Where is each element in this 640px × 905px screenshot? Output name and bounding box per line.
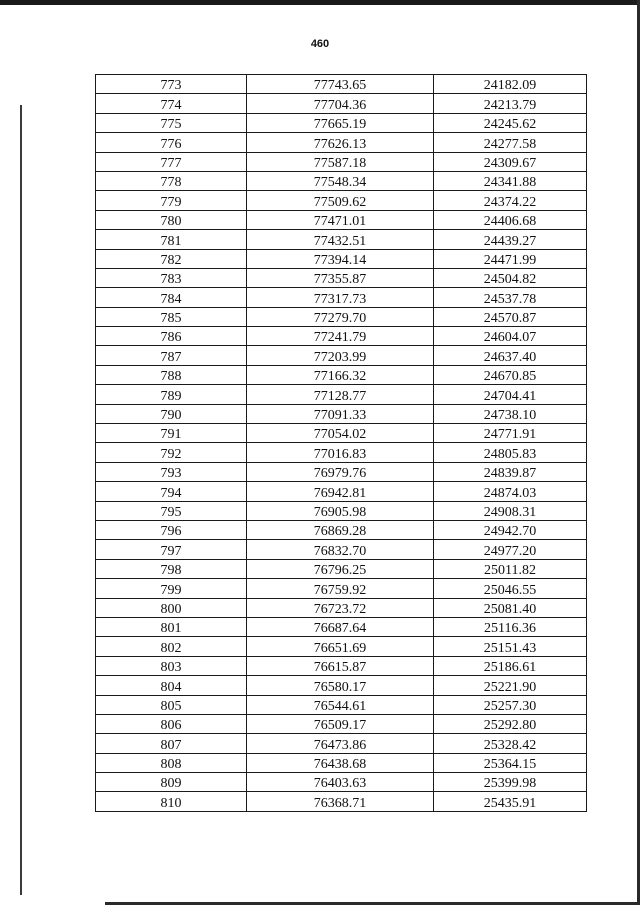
second-value-cell: 24771.91: [434, 424, 587, 443]
first-value-cell: 77355.87: [247, 268, 434, 287]
second-value-cell: 24277.58: [434, 133, 587, 152]
table-row: [96, 288, 587, 307]
row-index-cell: 805: [96, 695, 247, 714]
table-row: [96, 191, 587, 210]
second-value-cell: 25151.43: [434, 637, 587, 656]
first-value-cell: 76544.61: [247, 695, 434, 714]
second-value-cell: 25046.55: [434, 579, 587, 598]
table-row: [96, 443, 587, 462]
second-value-cell: 24374.22: [434, 191, 587, 210]
row-index-cell: 807: [96, 734, 247, 753]
row-index-cell: 783: [96, 268, 247, 287]
first-value-cell: 76869.28: [247, 520, 434, 539]
row-index-cell: 791: [96, 424, 247, 443]
scan-edge-top: [0, 0, 640, 5]
second-value-cell: 24341.88: [434, 171, 587, 190]
first-value-cell: 77626.13: [247, 133, 434, 152]
second-value-cell: 24637.40: [434, 346, 587, 365]
first-value-cell: 77548.34: [247, 171, 434, 190]
table-row: [96, 404, 587, 423]
table-row: [96, 734, 587, 753]
first-value-cell: 77587.18: [247, 152, 434, 171]
row-index-cell: 803: [96, 656, 247, 675]
row-index-cell: 779: [96, 191, 247, 210]
row-index-cell: 774: [96, 94, 247, 113]
table-row: [96, 385, 587, 404]
first-value-cell: 76796.25: [247, 559, 434, 578]
second-value-cell: 24604.07: [434, 327, 587, 346]
first-value-cell: 77016.83: [247, 443, 434, 462]
row-index-cell: 784: [96, 288, 247, 307]
second-value-cell: 24471.99: [434, 249, 587, 268]
first-value-cell: 76651.69: [247, 637, 434, 656]
page-number: 460: [310, 38, 330, 50]
table-row: [96, 792, 587, 811]
second-value-cell: 24908.31: [434, 501, 587, 520]
first-value-cell: 77054.02: [247, 424, 434, 443]
table-row: [96, 365, 587, 384]
second-value-cell: 25221.90: [434, 676, 587, 695]
table-row: [96, 676, 587, 695]
first-value-cell: 77394.14: [247, 249, 434, 268]
first-value-cell: 77241.79: [247, 327, 434, 346]
table-row: [96, 482, 587, 501]
first-value-cell: 76615.87: [247, 656, 434, 675]
second-value-cell: 25292.80: [434, 714, 587, 733]
table-row: [96, 579, 587, 598]
first-value-cell: 77509.62: [247, 191, 434, 210]
table-row: [96, 171, 587, 190]
second-value-cell: 24309.67: [434, 152, 587, 171]
first-value-cell: 76403.63: [247, 773, 434, 792]
row-index-cell: 795: [96, 501, 247, 520]
second-value-cell: 24874.03: [434, 482, 587, 501]
first-value-cell: 76438.68: [247, 753, 434, 772]
table-row: [96, 462, 587, 481]
second-value-cell: 25364.15: [434, 753, 587, 772]
first-value-cell: 76942.81: [247, 482, 434, 501]
table-row: [96, 637, 587, 656]
row-index-cell: 777: [96, 152, 247, 171]
first-value-cell: 77203.99: [247, 346, 434, 365]
row-index-cell: 796: [96, 520, 247, 539]
scan-edge-left: [20, 105, 22, 895]
row-index-cell: 801: [96, 617, 247, 636]
first-value-cell: 77665.19: [247, 113, 434, 132]
second-value-cell: 24738.10: [434, 404, 587, 423]
first-value-cell: 77091.33: [247, 404, 434, 423]
table-row: [96, 695, 587, 714]
table-row: [96, 617, 587, 636]
second-value-cell: 25011.82: [434, 559, 587, 578]
first-value-cell: 76759.92: [247, 579, 434, 598]
table-row: [96, 598, 587, 617]
second-value-cell: 24245.62: [434, 113, 587, 132]
row-index-cell: 786: [96, 327, 247, 346]
first-value-cell: 77279.70: [247, 307, 434, 326]
table-row: [96, 346, 587, 365]
table-row: [96, 773, 587, 792]
row-index-cell: 808: [96, 753, 247, 772]
first-value-cell: 77166.32: [247, 365, 434, 384]
first-value-cell: 76509.17: [247, 714, 434, 733]
first-value-cell: 76580.17: [247, 676, 434, 695]
first-value-cell: 76687.64: [247, 617, 434, 636]
first-value-cell: 77743.65: [247, 75, 434, 94]
table-row: [96, 268, 587, 287]
row-index-cell: 788: [96, 365, 247, 384]
table-row: [96, 307, 587, 326]
second-value-cell: 25081.40: [434, 598, 587, 617]
row-index-cell: 802: [96, 637, 247, 656]
row-index-cell: 785: [96, 307, 247, 326]
row-index-cell: 810: [96, 792, 247, 811]
second-value-cell: 24977.20: [434, 540, 587, 559]
first-value-cell: 76905.98: [247, 501, 434, 520]
first-value-cell: 76368.71: [247, 792, 434, 811]
first-value-cell: 76979.76: [247, 462, 434, 481]
table-row: [96, 75, 587, 94]
row-index-cell: 782: [96, 249, 247, 268]
first-value-cell: 77471.01: [247, 210, 434, 229]
row-index-cell: 776: [96, 133, 247, 152]
second-value-cell: 24704.41: [434, 385, 587, 404]
second-value-cell: 24670.85: [434, 365, 587, 384]
table-row: [96, 714, 587, 733]
second-value-cell: 24570.87: [434, 307, 587, 326]
row-index-cell: 775: [96, 113, 247, 132]
table-row: [96, 540, 587, 559]
data-table: [95, 74, 587, 812]
second-value-cell: 24805.83: [434, 443, 587, 462]
table-row: [96, 249, 587, 268]
second-value-cell: 24439.27: [434, 230, 587, 249]
row-index-cell: 792: [96, 443, 247, 462]
second-value-cell: 24182.09: [434, 75, 587, 94]
row-index-cell: 790: [96, 404, 247, 423]
first-value-cell: 77128.77: [247, 385, 434, 404]
table-row: [96, 520, 587, 539]
second-value-cell: 24942.70: [434, 520, 587, 539]
second-value-cell: 25116.36: [434, 617, 587, 636]
second-value-cell: 25399.98: [434, 773, 587, 792]
table-row: [96, 133, 587, 152]
row-index-cell: 778: [96, 171, 247, 190]
table-row: [96, 94, 587, 113]
table-row: [96, 230, 587, 249]
row-index-cell: 799: [96, 579, 247, 598]
row-index-cell: 798: [96, 559, 247, 578]
first-value-cell: 76832.70: [247, 540, 434, 559]
row-index-cell: 781: [96, 230, 247, 249]
row-index-cell: 793: [96, 462, 247, 481]
second-value-cell: 24213.79: [434, 94, 587, 113]
table-row: [96, 424, 587, 443]
table-row: [96, 656, 587, 675]
row-index-cell: 780: [96, 210, 247, 229]
second-value-cell: 24839.87: [434, 462, 587, 481]
row-index-cell: 797: [96, 540, 247, 559]
row-index-cell: 789: [96, 385, 247, 404]
table-row: [96, 113, 587, 132]
second-value-cell: 24504.82: [434, 268, 587, 287]
second-value-cell: 25186.61: [434, 656, 587, 675]
row-index-cell: 806: [96, 714, 247, 733]
row-index-cell: 773: [96, 75, 247, 94]
row-index-cell: 804: [96, 676, 247, 695]
first-value-cell: 77317.73: [247, 288, 434, 307]
second-value-cell: 24406.68: [434, 210, 587, 229]
table-row: [96, 327, 587, 346]
first-value-cell: 76473.86: [247, 734, 434, 753]
second-value-cell: 25257.30: [434, 695, 587, 714]
second-value-cell: 24537.78: [434, 288, 587, 307]
table-row: [96, 753, 587, 772]
row-index-cell: 809: [96, 773, 247, 792]
row-index-cell: 800: [96, 598, 247, 617]
table-row: [96, 559, 587, 578]
row-index-cell: 787: [96, 346, 247, 365]
row-index-cell: 794: [96, 482, 247, 501]
second-value-cell: 25328.42: [434, 734, 587, 753]
first-value-cell: 77432.51: [247, 230, 434, 249]
table-row: [96, 152, 587, 171]
table-row: [96, 210, 587, 229]
first-value-cell: 77704.36: [247, 94, 434, 113]
second-value-cell: 25435.91: [434, 792, 587, 811]
table-body: [96, 75, 587, 812]
table-row: [96, 501, 587, 520]
first-value-cell: 76723.72: [247, 598, 434, 617]
